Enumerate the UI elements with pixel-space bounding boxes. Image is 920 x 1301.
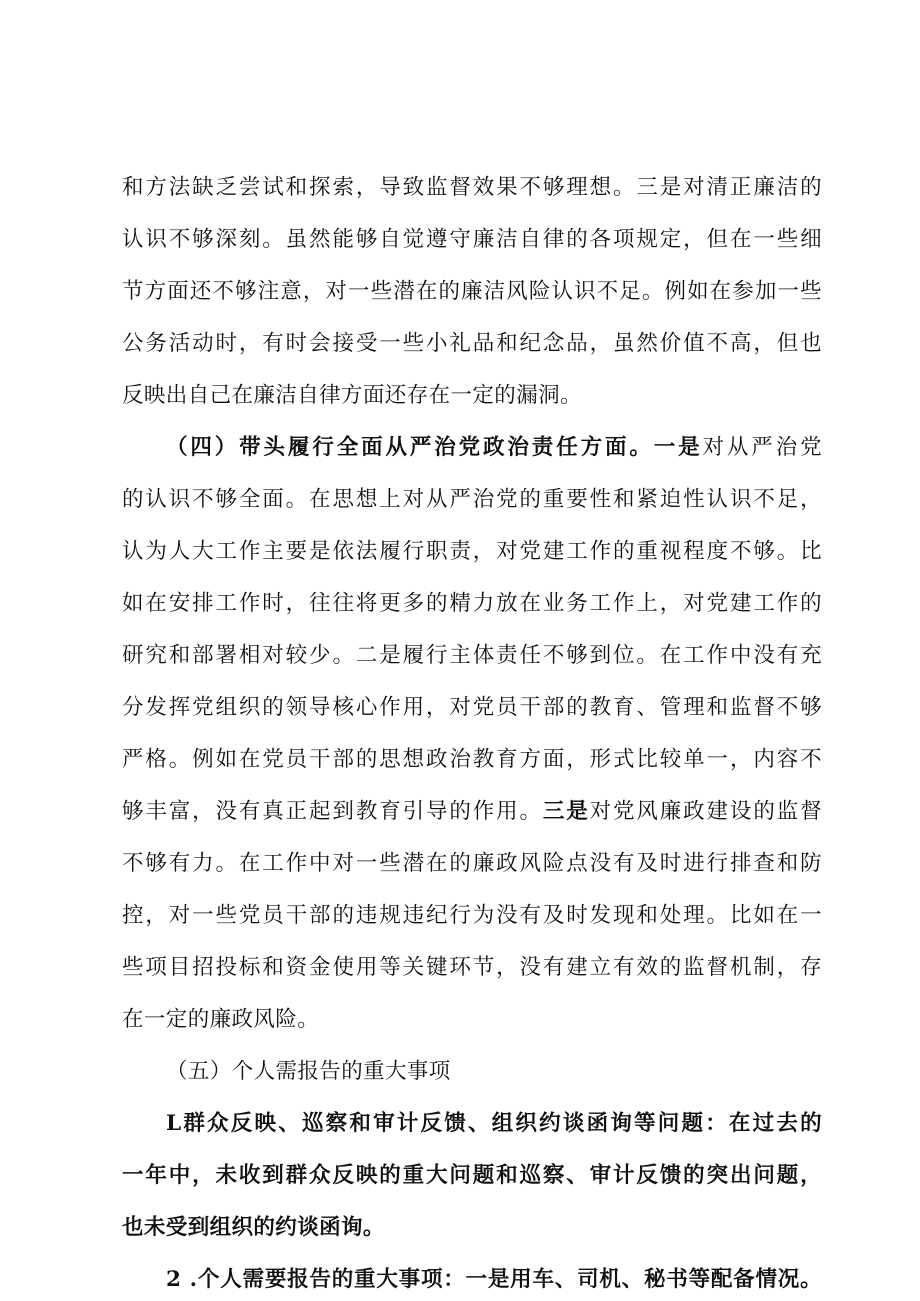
- paragraph-line: 些项目招投标和资金使用等关键环节，没有建立有效的监督机制，存: [122, 955, 822, 980]
- paragraph-line: 研究和部署相对较少。二是履行主体责任不够到位。在工作中没有充: [122, 643, 822, 668]
- item-1-line: L群众反映、巡察和审计反馈、组织约谈函询等问题：在过去的: [166, 1111, 822, 1136]
- paragraph-line-part: 够丰富，没有真正起到教育引导的作用。: [122, 799, 543, 824]
- paragraph-line: 反映出自己在廉洁自律方面还存在一定的漏洞。: [122, 383, 582, 408]
- paragraph-line: 认为人大工作主要是依法履行职责，对党建工作的重视程度不够。比: [122, 539, 822, 564]
- section-4-heading-continuation: 对从严治党: [702, 435, 822, 460]
- bold-inline-label: 三是: [542, 799, 590, 824]
- item-2-line: 2 .个人需要报告的重大事项：一是用车、司机、秘书等配备情况。: [166, 1267, 822, 1292]
- paragraph-line: 不够有力。在工作中对一些潜在的廉政风险点没有及时进行排查和防: [122, 851, 822, 876]
- section-4-heading-line: [166, 429, 822, 467]
- section-5-heading: （五）个人需报告的重大事项: [166, 1059, 451, 1084]
- paragraph-line: 分发挥党组织的领导核心作用，对党员干部的教育、管理和监督不够: [122, 695, 822, 720]
- paragraph-line-mixed: [122, 793, 822, 831]
- section-4-heading: （四）带头履行全面从严治党政治责任方面。一是: [166, 435, 703, 460]
- paragraph-line: 的认识不够全面。在思想上对从严治党的重要性和紧迫性认识不足，: [122, 487, 822, 512]
- paragraph-line: 和方法缺乏尝试和探索，导致监督效果不够理想。三是对清正廉洁的: [122, 175, 822, 200]
- paragraph-line-part: 对党风廉政建设的监督: [589, 799, 822, 824]
- paragraph-line: 如在安排工作时，往往将更多的精力放在业务工作上，对党建工作的: [122, 591, 822, 616]
- paragraph-line: 严格。例如在党员干部的思想政治教育方面，形式比较单一，内容不: [122, 747, 822, 772]
- item-1-line: 也未受到组织的约谈函询。: [122, 1215, 385, 1240]
- paragraph-line: 认识不够深刻。虽然能够自觉遵守廉洁自律的各项规定，但在一些细: [122, 227, 822, 252]
- paragraph-line: 控，对一些党员干部的违规违纪行为没有及时发现和处理。比如在一: [122, 903, 822, 928]
- paragraph-line: 在一定的廉政风险。: [122, 1007, 320, 1032]
- item-1-line: 一年中，未收到群众反映的重大问题和巡察、审计反馈的突出问题，: [122, 1163, 822, 1188]
- paragraph-line: 公务活动时，有时会接受一些小礼品和纪念品，虽然价值不高，但也: [122, 331, 822, 356]
- paragraph-line: 节方面还不够注意，对一些潜在的廉洁风险认识不足。例如在参加一些: [122, 279, 822, 304]
